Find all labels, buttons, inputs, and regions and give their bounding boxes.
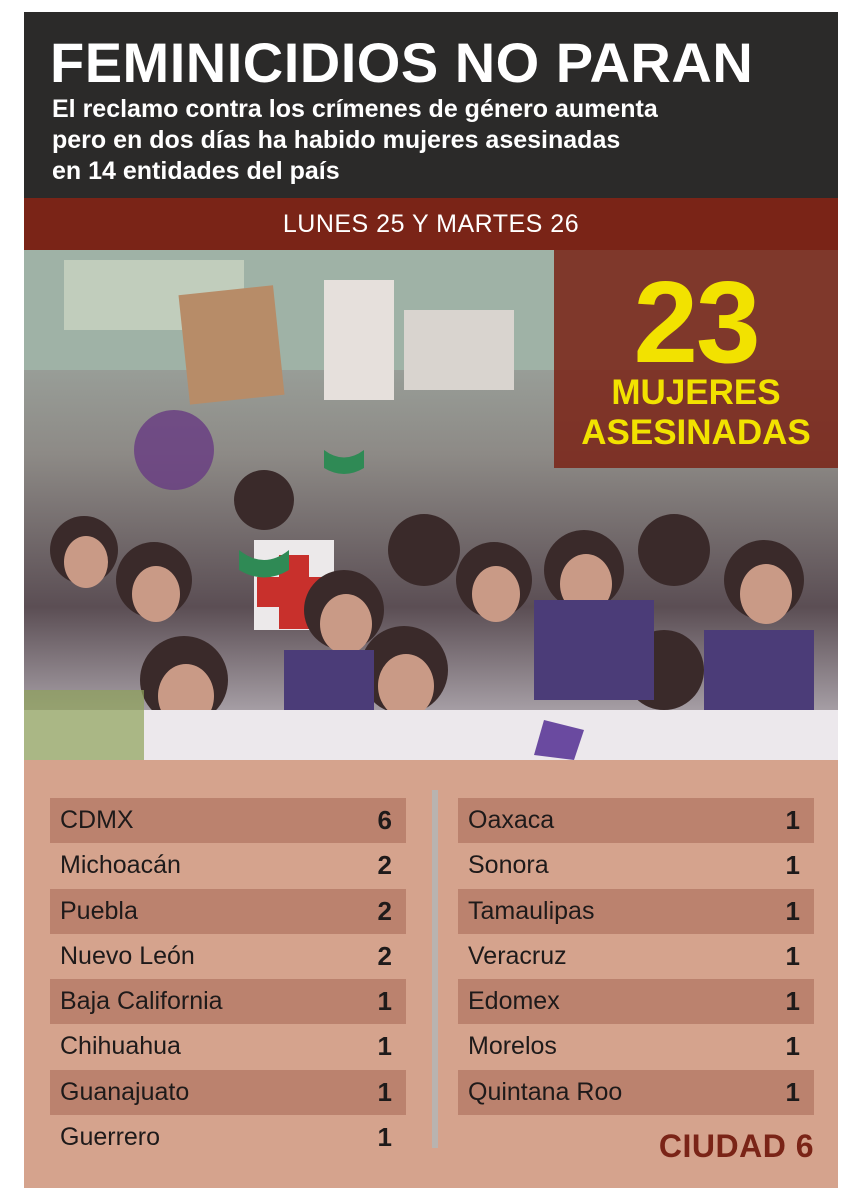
state-name: Michoacán	[60, 851, 181, 880]
states-column-left	[50, 798, 406, 1160]
state-count: 1	[785, 1031, 800, 1062]
table-row	[458, 843, 814, 888]
subtitle-line: El reclamo contra los crímenes de género aumenta	[52, 95, 658, 123]
states-column-right	[458, 798, 814, 1115]
state-name: Tamaulipas	[468, 896, 595, 925]
date-band	[24, 198, 838, 250]
table-row	[50, 1115, 406, 1160]
state-count: 2	[377, 850, 392, 881]
states-table	[24, 760, 838, 1188]
table-row	[50, 1024, 406, 1069]
subtitle	[52, 94, 822, 187]
infographic	[24, 12, 838, 1188]
table-row	[50, 843, 406, 888]
state-count: 1	[377, 1031, 392, 1062]
table-row	[458, 1024, 814, 1069]
state-name: Guerrero	[60, 1123, 161, 1152]
state-count: 1	[785, 940, 800, 971]
table-row	[458, 1070, 814, 1115]
table-row	[50, 934, 406, 979]
state-count: 2	[377, 940, 392, 971]
state-name: Nuevo León	[60, 941, 195, 970]
state-name: Chihuahua	[60, 1032, 181, 1061]
date-label: LUNES 25 Y MARTES 26	[282, 209, 580, 238]
state-count: 1	[377, 986, 392, 1017]
state-name: Puebla	[60, 896, 138, 925]
state-count: 1	[785, 895, 800, 926]
state-name: Baja California	[60, 987, 223, 1016]
table-row	[458, 798, 814, 843]
table-row	[50, 889, 406, 934]
state-count: 1	[377, 1076, 392, 1107]
state-name: Morelos	[468, 1032, 557, 1061]
table-row	[458, 934, 814, 979]
state-name: Quintana Roo	[468, 1077, 623, 1106]
state-name: Veracruz	[468, 941, 567, 970]
column-divider	[432, 790, 438, 1148]
state-count: 1	[785, 986, 800, 1017]
table-row	[50, 798, 406, 843]
subtitle-line: pero en dos días ha habido mujeres asesinadas	[52, 126, 621, 154]
state-count: 2	[377, 895, 392, 926]
subtitle-line: en 14 entidades del país	[52, 157, 340, 185]
table-row	[50, 979, 406, 1024]
state-count: 1	[785, 850, 800, 881]
table-row	[458, 889, 814, 934]
state-count: 6	[377, 805, 392, 835]
state-name: Guanajuato	[60, 1077, 190, 1106]
table-row	[458, 979, 814, 1024]
page-title: FEMINICIDIOS NO PARAN	[50, 31, 754, 94]
state-name: Sonora	[468, 851, 549, 880]
header	[24, 12, 838, 198]
victims-count: 23	[633, 257, 759, 387]
table-row	[50, 1070, 406, 1115]
victims-stat-box	[554, 250, 838, 468]
state-count: 1	[785, 1076, 800, 1107]
state-count: 1	[785, 805, 800, 835]
state-name: Oaxaca	[468, 806, 555, 834]
victims-label-line1: MUJERES	[611, 373, 781, 412]
state-name: CDMX	[60, 806, 134, 834]
victims-label-line2: ASESINADAS	[581, 413, 811, 452]
source-credit: CIUDAD 6	[658, 1128, 814, 1164]
state-name: Edomex	[468, 987, 560, 1016]
state-count: 1	[377, 1122, 392, 1153]
